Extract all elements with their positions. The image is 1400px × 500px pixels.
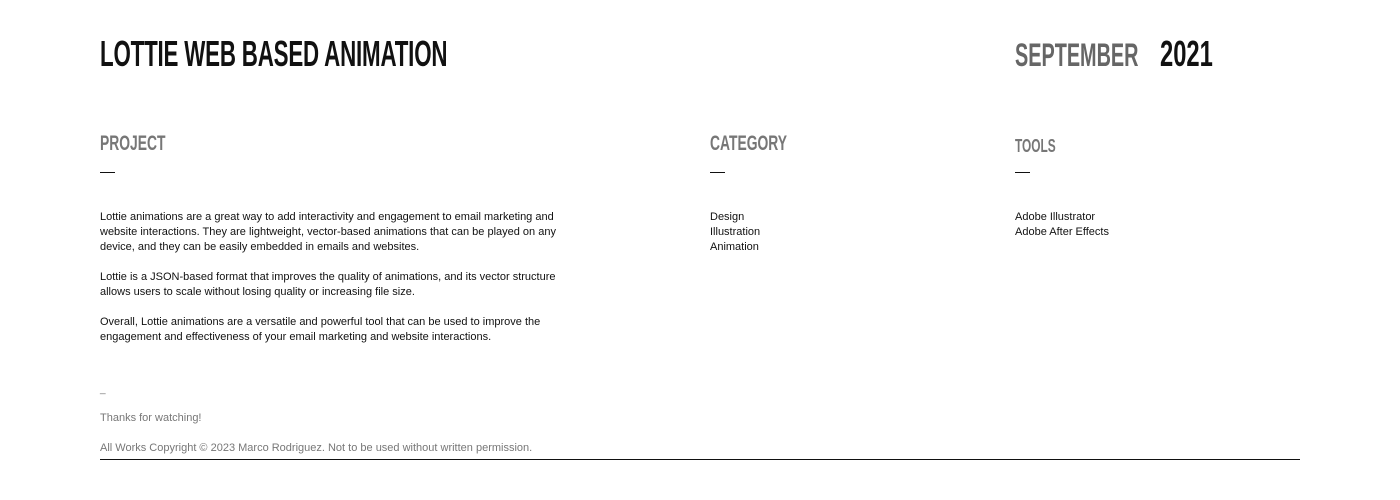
- category-item-illustration: Illustration: [710, 226, 761, 238]
- thanks-text: Thanks for watching!: [100, 412, 202, 424]
- project-paragraph-1: Lottie animations are a great way to add interactivity and engagement to email marketing and website interactions. They are lightweight, vector-based animations that can be played on any device, and they can be easily embedded in emails and websites.: [100, 211, 556, 253]
- project-year: 2021: [1160, 33, 1213, 74]
- tools-heading-divider: [1015, 172, 1030, 173]
- tool-item-illustrator: Adobe Illustrator: [1015, 211, 1096, 223]
- category-list: [710, 210, 760, 255]
- project-paragraph-2: Lottie is a JSON-based format that improves the quality of animations, and its vector structure allows users to scale without losing quality or increasing file size.: [100, 271, 556, 298]
- category-item-design: Design: [710, 211, 745, 223]
- category-item-animation: Animation: [710, 241, 759, 253]
- footer-dash: _: [100, 384, 106, 395]
- footer-divider: [100, 459, 1300, 460]
- tools-list: [1015, 210, 1109, 240]
- tools-heading: TOOLS: [1015, 136, 1056, 156]
- project-month: SEPTEMBER: [1015, 37, 1139, 73]
- category-heading-divider: [710, 172, 725, 173]
- page-title: LOTTIE WEB BASED ANIMATION: [100, 33, 448, 74]
- tool-item-after-effects: Adobe After Effects: [1015, 226, 1109, 238]
- project-heading: PROJECT: [100, 132, 166, 155]
- project-paragraph-3: Overall, Lottie animations are a versatile and powerful tool that can be used to improve the engagement and effectiveness of your email marketing and website interactions.: [100, 316, 541, 343]
- copyright-text: All Works Copyright © 2023 Marco Rodriguez. Not to be used without written permission.: [100, 442, 533, 454]
- category-heading: CATEGORY: [710, 132, 788, 155]
- project-heading-divider: [100, 172, 115, 173]
